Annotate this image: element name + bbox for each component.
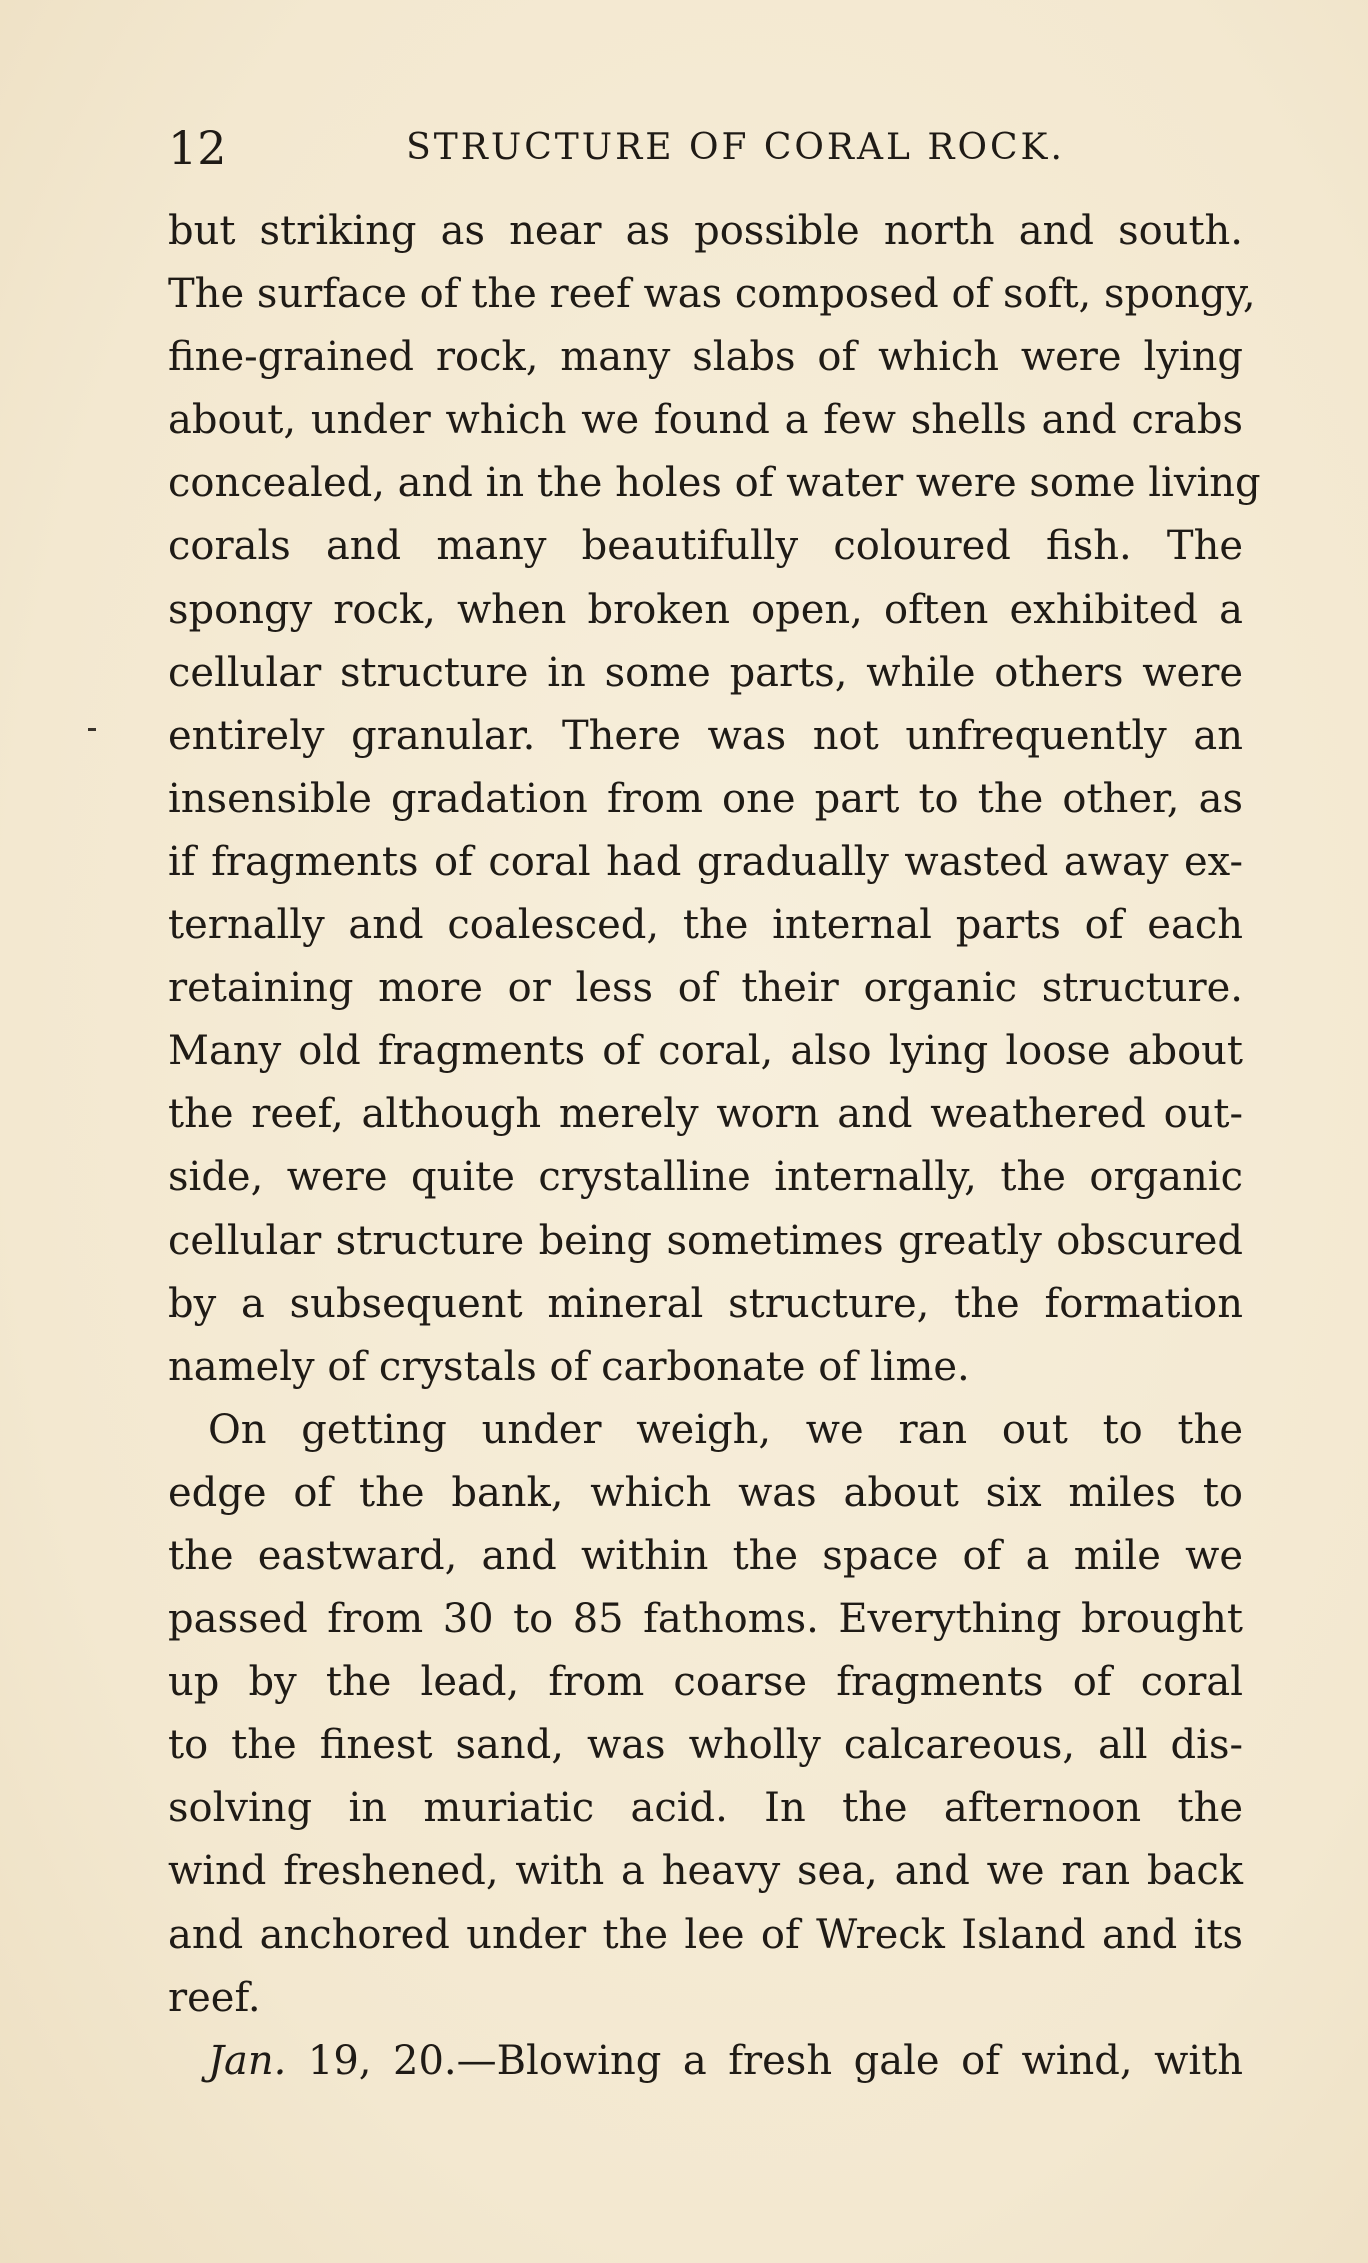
text-line: On getting under weigh, we ran out to the [208, 1406, 1243, 1453]
text-line: and anchored under the lee of Wreck Island and its [168, 1911, 1243, 1958]
text-line: entirely granular. There was not unfrequently an [168, 712, 1243, 759]
page-header [168, 118, 1243, 178]
text-line: side, were quite crystalline internally, the organic [168, 1154, 1243, 1201]
text-line: by a subsequent mineral structure, the formation [168, 1280, 1243, 1327]
text-line: up by the lead, from coarse fragments of coral [168, 1659, 1243, 1706]
text-line: edge of the bank, which was about six miles to [168, 1469, 1243, 1516]
body-text [168, 200, 1261, 2093]
text-line: insensible gradation from one part to the other, as [168, 775, 1243, 822]
text-line: if fragments of coral had gradually wasted away ex- [168, 838, 1243, 885]
text-line: ternally and coalesced, the internal parts of each [168, 902, 1243, 949]
text-line: passed from 30 to 85 fathoms. Everything brought [168, 1596, 1243, 1643]
text-line: but striking as near as possible north and south. [168, 208, 1243, 254]
text-line: solving in muriatic acid. In the afternoon the [168, 1785, 1243, 1832]
text-line: cellular structure in some parts, while others were [168, 649, 1243, 696]
text-line: fine-grained rock, many slabs of which were lying [168, 334, 1243, 381]
margin-mark [88, 728, 96, 731]
text-line: namely of crystals of carbonate of lime. [168, 1343, 970, 1390]
text-line: spongy rock, when broken open, often exhibited a [168, 586, 1243, 633]
text-line: wind freshened, with a heavy sea, and we ran back [168, 1848, 1243, 1895]
text-line: the eastward, and within the space of a mile we [168, 1532, 1243, 1579]
text-line: retaining more or less of their organic structure. [168, 965, 1243, 1012]
text-line: to the finest sand, was wholly calcareous, all dis- [168, 1722, 1243, 1769]
date-lead: Jan. [208, 2037, 287, 2084]
text-line: The surface of the reef was composed of soft, spongy, [168, 271, 1256, 318]
text-line: Many old fragments of coral, also lying loose about [168, 1028, 1243, 1075]
text-line: about, under which we found a few shells and crabs [168, 397, 1243, 444]
running-head: STRUCTURE OF CORAL ROCK. [406, 127, 1065, 168]
text-line: reef. [168, 1974, 261, 2021]
text-line: corals and many beautifully coloured fish. The [168, 523, 1243, 570]
text-line: the reef, although merely worn and weathered out- [168, 1091, 1243, 1138]
page-number: 12 [168, 121, 227, 175]
text-line: cellular structure being sometimes greatly obscured [168, 1217, 1243, 1264]
text-line: concealed, and in the holes of water were some living [168, 460, 1261, 507]
date-line-rest: 19, 20.—Blowing a fresh gale of wind, with [286, 2037, 1243, 2084]
text-line [168, 2030, 1243, 2093]
